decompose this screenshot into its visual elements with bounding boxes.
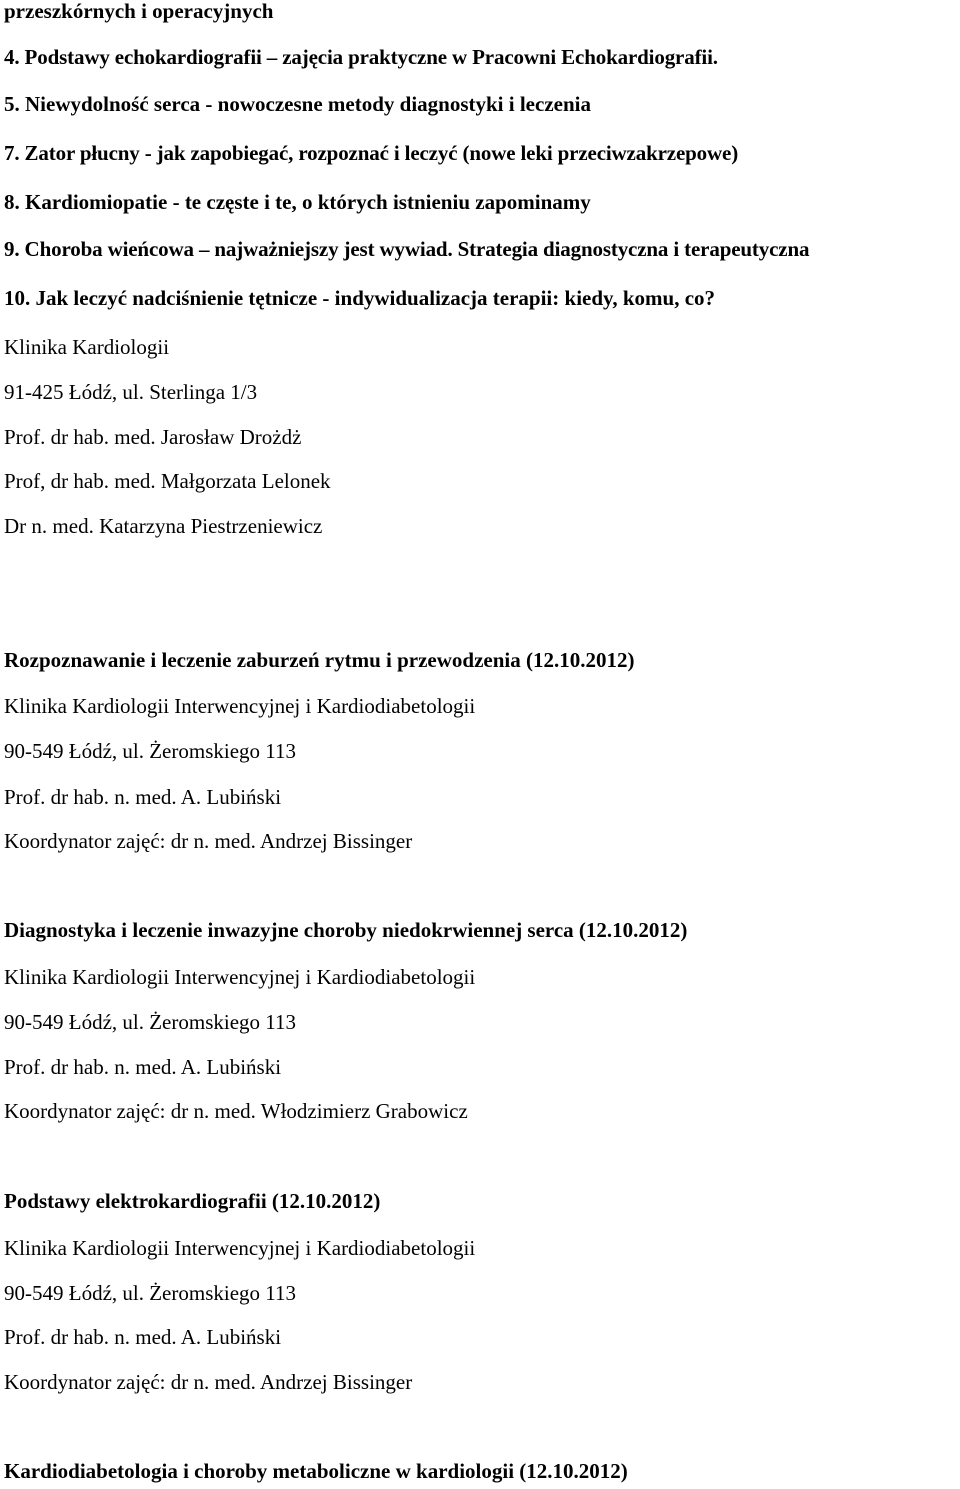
topic-item: 5. Niewydolność serca - nowoczesne metody diagnostyki i leczenia: [4, 92, 591, 116]
course-title: Podstawy elektrokardiografii (12.10.2012): [4, 1189, 381, 1213]
staff-member: Prof, dr hab. med. Małgorzata Lelonek: [4, 469, 331, 493]
topic-item: 9. Choroba wieńcowa – najważniejszy jest wywiad. Strategia diagnostyczna i terapeutyczna: [4, 237, 810, 261]
topic-item: 7. Zator płucny - jak zapobiegać, rozpoznać i leczyć (nowe leki przeciwzakrzepowe): [4, 141, 739, 165]
course-address: 90-549 Łódź, ul. Żeromskiego 113: [4, 1281, 297, 1305]
continuation-first-line: przeszkórnych i operacyjnych: [4, 0, 274, 23]
topic-item: 8. Kardiomiopatie - te częste i te, o których istnieniu zapominamy: [4, 190, 591, 214]
course-clinic: Klinika Kardiologii Interwencyjnej i Kardiodiabetologii: [4, 1236, 476, 1260]
course-coordinator: Koordynator zajęć: dr n. med. Andrzej Bissinger: [4, 829, 413, 853]
course-address: 90-549 Łódź, ul. Żeromskiego 113: [4, 739, 297, 763]
course-clinic: Klinika Kardiologii Interwencyjnej i Kardiodiabetologii: [4, 965, 476, 989]
course-title: Rozpoznawanie i leczenie zaburzeń rytmu i przewodzenia (12.10.2012): [4, 648, 635, 672]
course-title: Diagnostyka i leczenie inwazyjne choroby niedokrwiennej serca (12.10.2012): [4, 918, 688, 942]
topic-item: 4. Podstawy echokardiografii – zajęcia praktyczne w Pracowni Echokardiografii.: [4, 45, 718, 69]
course-title: Kardiodiabetologia i choroby metaboliczne w kardiologii (12.10.2012): [4, 1459, 628, 1483]
staff-member: Dr n. med. Katarzyna Piestrzeniewicz: [4, 514, 323, 538]
clinic-address: 91-425 Łódź, ul. Sterlinga 1/3: [4, 380, 258, 404]
course-clinic: Klinika Kardiologii Interwencyjnej i Kardiodiabetologii: [4, 694, 476, 718]
clinic-name: Klinika Kardiologii: [4, 335, 170, 359]
course-address: 90-549 Łódź, ul. Żeromskiego 113: [4, 1010, 297, 1034]
topic-item: 10. Jak leczyć nadciśnienie tętnicze - indywidualizacja terapii: kiedy, komu, co?: [4, 286, 716, 310]
course-head: Prof. dr hab. n. med. A. Lubiński: [4, 785, 282, 809]
course-coordinator: Koordynator zajęć: dr n. med. Andrzej Bissinger: [4, 1370, 413, 1394]
course-head: Prof. dr hab. n. med. A. Lubiński: [4, 1325, 282, 1349]
staff-member: Prof. dr hab. med. Jarosław Drożdż: [4, 425, 302, 449]
course-head: Prof. dr hab. n. med. A. Lubiński: [4, 1055, 282, 1079]
course-coordinator: Koordynator zajęć: dr n. med. Włodzimierz Grabowicz: [4, 1099, 468, 1123]
